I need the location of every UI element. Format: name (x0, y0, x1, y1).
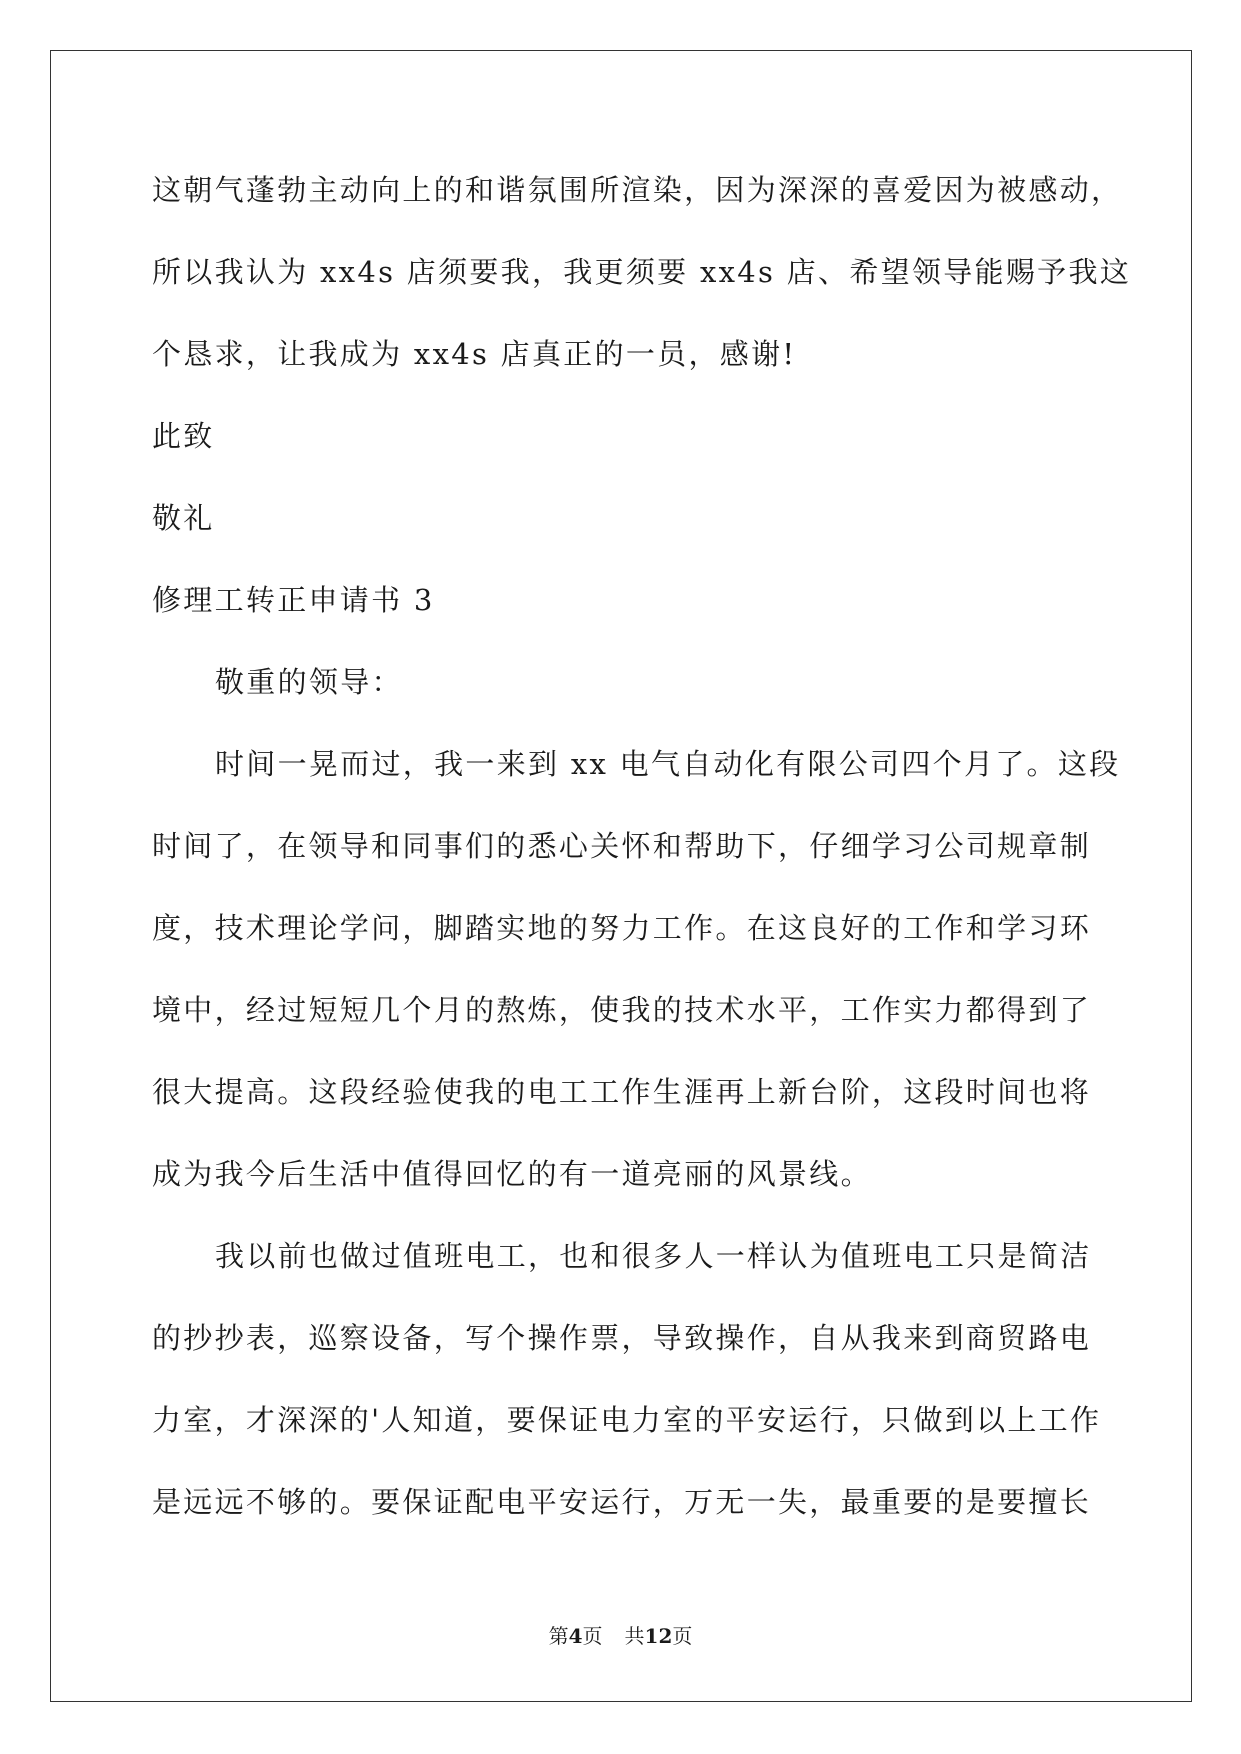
total-prefix: 共 (624, 1624, 645, 1648)
text-line: 是远远不够的。要保证配电平安运行，万无一失，最重要的是要擅长 (152, 1485, 1092, 1519)
page-total: 12 (644, 1624, 673, 1648)
document-body (152, 165, 1132, 1559)
section-title: 修理工转正申请书 3 (152, 583, 435, 617)
text-line: 成为我今后生活中值得回忆的有一道亮丽的风景线。 (152, 1157, 872, 1191)
text-line: 时间一晃而过，我一来到 xx 电气自动化有限公司四个月了。这段 (215, 747, 1121, 781)
closing-regards: 敬礼 (152, 501, 215, 535)
page-prefix: 第 (548, 1624, 569, 1648)
text-line: 时间了，在领导和同事们的悉心关怀和帮助下，仔细学习公司规章制 (152, 829, 1092, 863)
closing-salutation: 此致 (152, 419, 215, 453)
text-line: 个恳求，让我成为 xx4s 店真正的一员，感谢! (152, 337, 797, 371)
text-line: 我以前也做过值班电工，也和很多人一样认为值班电工只是简洁 (215, 1239, 1092, 1273)
page-suffix: 页 (582, 1624, 603, 1648)
total-suffix: 页 (672, 1624, 693, 1648)
greeting: 敬重的领导： (215, 665, 403, 699)
text-line: 力室，才深深的'人知道，要保证电力室的平安运行，只做到以上工作 (152, 1403, 1102, 1437)
page-footer (0, 1620, 1241, 1649)
text-line: 很大提高。这段经验使我的电工工作生涯再上新台阶，这段时间也将 (152, 1075, 1092, 1109)
text-line: 的抄抄表，巡察设备，写个操作票，导致操作，自从我来到商贸路电 (152, 1321, 1092, 1355)
page-number: 4 (568, 1624, 583, 1648)
text-line: 所以我认为 xx4s 店须要我，我更须要 xx4s 店、希望领导能赐予我这 (152, 255, 1132, 289)
text-line: 度，技术理论学问，脚踏实地的努力工作。在这良好的工作和学习环 (152, 911, 1092, 945)
text-line: 这朝气蓬勃主动向上的和谐氛围所渲染，因为深深的喜爱因为被感动， (152, 173, 1123, 207)
text-line: 境中，经过短短几个月的熬炼，使我的技术水平，工作实力都得到了 (152, 993, 1092, 1027)
